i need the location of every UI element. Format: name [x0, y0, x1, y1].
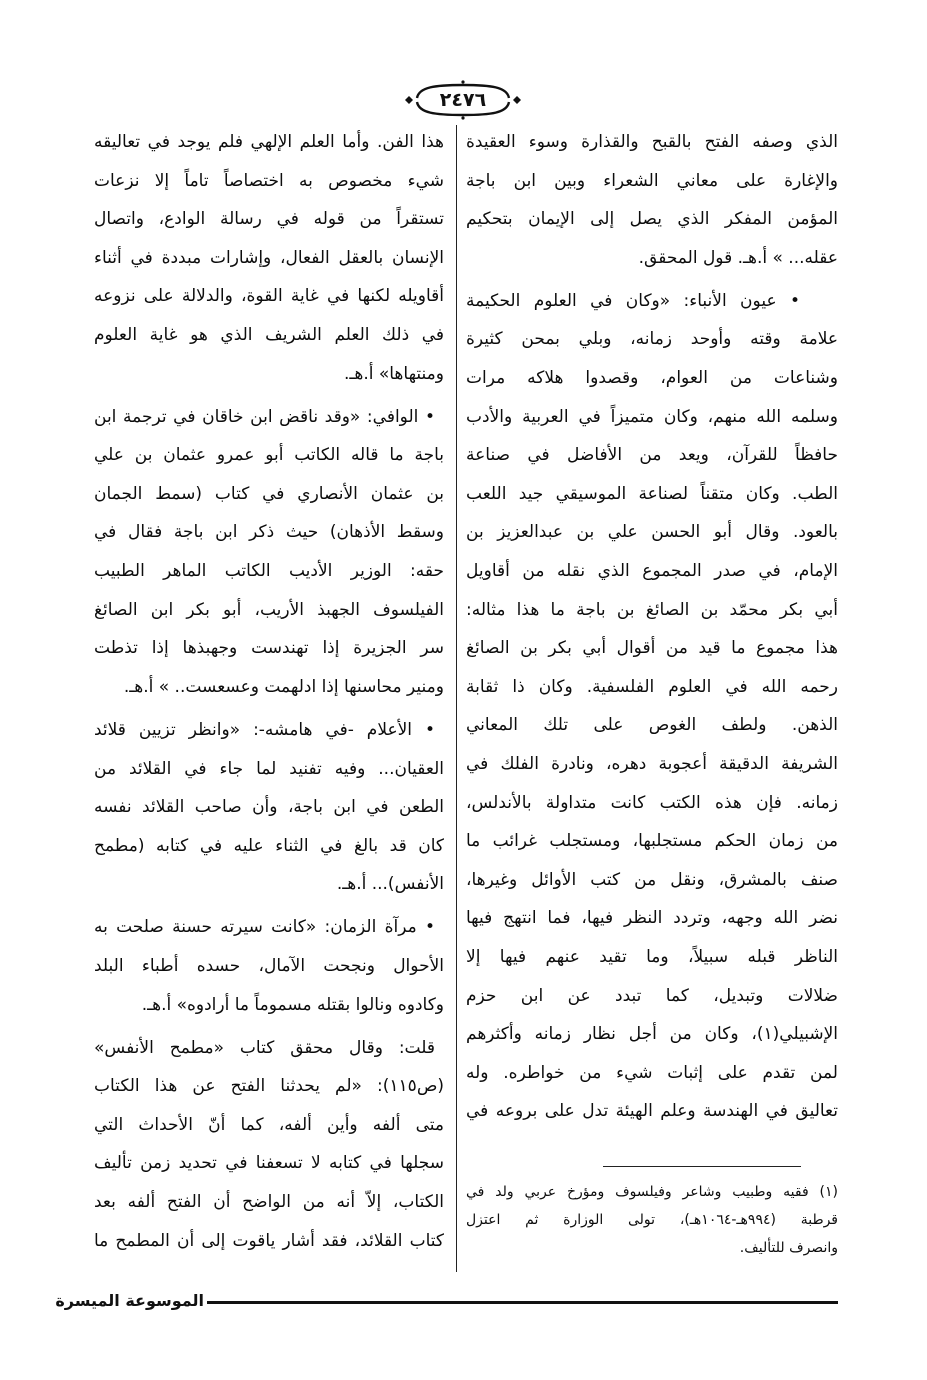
text-line: في ذلك العلم الشريف الذي هو غاية العلوم	[94, 324, 444, 345]
text-line: المؤمن المفكر الذي يصل إلى الإيمان بتحكيم	[466, 209, 838, 230]
text-line: الذي وصفه الفتح بالقبح والقذارة وسوء العقيدة	[466, 132, 838, 152]
text-line: الإشبيلي(١)، وكان من أجل نظار زمانه وأكثرهم	[466, 1024, 838, 1045]
text-line: الشريفة الدقيقة أعجوبة دهره، ونادرة الفلك في	[466, 754, 838, 774]
text-line: سجلها في كتابه لا تسعفنا في تحديد زمن تأليف	[94, 1153, 444, 1174]
text-line: من زمان الحكم مستجلبها، ومستجلب غرائب ما	[466, 831, 838, 852]
text-line: تعاليق في الهندسة وعلم الهيئة تدل على بروعه في	[466, 1101, 838, 1122]
text-line: أبي بكر محمّد بن الصائغ بن باجة ما هذا مثاله:	[466, 599, 838, 620]
text-line: والإغارة على معاني الشعراء وبين ابن باجة	[466, 170, 838, 191]
footnote-line: (١) فقيه وطبيب وشاعر وفيلسوف ومؤرخ عربي ولد في	[466, 1184, 838, 1200]
text-line: سر الجزيرة إذا تهندست وجهبذها إذا تذطت	[94, 638, 444, 659]
paragraph	[94, 1029, 444, 1261]
right-column	[466, 123, 838, 1131]
page-number: ٢٤٧٦	[439, 89, 487, 111]
footer-title: الموسوعة الميسرة	[55, 1291, 204, 1310]
text-line: أقاويله لكنها في غاية القوة، والدلالة على نزوعه	[94, 286, 444, 307]
paragraph	[94, 398, 444, 707]
text-line: الناظر قبله سبيلاً، وما تقيد عنهم فيها إلا	[466, 946, 838, 967]
text-line: الكتاب، إلاّ أنه من الواضح أن الفتح ألفه بعد	[94, 1192, 444, 1213]
text-line: شيء مخصوص به اختصاصاً تاماً إلا نزعات	[94, 170, 444, 191]
column-divider	[456, 125, 457, 1272]
paragraph	[466, 123, 838, 277]
text-line: • عيون الأنباء: «وكان في العلوم الحكيمة	[466, 290, 800, 311]
text-line: هذا مجموع ما قيد من أقوال أبي بكر بن الصائغ	[466, 638, 838, 659]
text-line: علامة وقته وأوحد زمانه، وبلي بمحن كثيرة	[466, 329, 838, 350]
text-line: هذا الفن. وأما العلم الإلهي فلم يوجد في تعاليقه	[94, 132, 444, 152]
text-line: حافظاً للقرآن، ويعد من الأفاضل في صناعة	[466, 445, 838, 466]
text-line: صنف بالمشرق، ونقل من كتب الأوائل وغيرها،	[466, 869, 838, 890]
text-line: عقله... » أ.هـ. قول المحقق.	[638, 247, 838, 268]
text-line: الطب. وكان متقناً لصناعة الموسيقي جيد اللعب	[466, 483, 838, 504]
footer-rule	[207, 1301, 838, 1304]
text-line: • الأعلام -في هامشه-: «وانظر تزيين قلائد	[94, 719, 435, 740]
text-line: باجة ما قاله الكاتب أبو عمرو عثمان بن علي	[94, 445, 444, 466]
paragraph	[94, 123, 444, 393]
text-line: العقيان... وفيه تفنيد لما جاء في القلائد من	[94, 758, 444, 779]
text-line: • الوافي: «وقد ناقض ابن خاقان في ترجمة ابن	[94, 406, 435, 427]
text-line: رحمه الله في العلوم الفلسفية. وكان ذا ثقابة	[466, 676, 838, 697]
text-line: الفيلسوف الجهبذ الأريب، أبو بكر ابن الصائغ	[94, 599, 444, 620]
text-line: الطعن في ابن باجة، وأن صاحب القلائد نفسه	[94, 797, 444, 818]
text-line: بن عثمان الأنصاري في كتاب (سمط الجمان	[94, 483, 444, 504]
text-line: • مرآة الزمان: «كانت سيرته حسنة صلحت به	[94, 917, 435, 938]
text-line: الإمام، في صدر المجموع الذي نقله من أقاويل	[466, 561, 838, 582]
text-line: (ص١١٥): «لم يحدثنا الفتح عن هذا الكتاب	[94, 1076, 444, 1097]
text-line: الإنسان بالعقل الفعال، وإشارات مبددة في أثناء	[94, 247, 444, 268]
text-line: متى ألفه وأين ألفه، كما أنّ الأحداث التي	[94, 1114, 444, 1135]
left-column	[94, 123, 444, 1260]
text-line: الأنفس)... أ.هـ.	[336, 874, 444, 895]
text-line: وسلمه الله منهم، وكان متميزاً في العربية والأدب	[466, 406, 838, 427]
text-line: الذهن. ولطف الغوص على تلك المعاني	[466, 715, 838, 736]
footnote-line: وانصرف للتأليف.	[739, 1240, 838, 1256]
text-line: قلت: وقال محقق كتاب «مطمح الأنفس»	[94, 1037, 435, 1058]
text-line: بالعود. وقال أبو الحسن علي بن عبدالعزيز بن	[466, 522, 838, 543]
footnote-line: قرطبة (٩٩٤هـ-١٠٦٤هـ)، تولى الوزارة ثم اعتزل	[466, 1212, 838, 1228]
paragraph	[94, 711, 444, 904]
text-line: وكادوه ونالوا بقتله مسموماً ما أرادوه» أ.هـ.	[141, 994, 444, 1015]
text-line: الأحوال ونجحت الآمال، حسده أطباء البلد	[94, 955, 444, 976]
paragraph	[94, 908, 444, 1024]
text-line: ضلالات وتبديل، كما تبدد عن ابن حزم	[466, 985, 838, 1006]
text-line: لمن تقدم على إثبات شيء من خواطره. وله	[466, 1062, 838, 1083]
text-line: كان قد بالغ في الثناء عليه في كتابه (مطمح	[94, 835, 444, 856]
text-line: نضر الله وجهه، وتردد النظر فيها، فما انتهج فيها	[466, 908, 838, 929]
text-line: وشناعات من العوام، وقصدوا هلاكه مرات	[466, 368, 838, 389]
text-line: ومنير محاسنها إذا ادلهمت وعسعست.. » أ.هـ.	[123, 676, 444, 697]
paragraph	[466, 282, 838, 1131]
text-line: زمانه. فإن هذه الكتب كانت متداولة بالأندلس،	[466, 792, 838, 813]
footnote	[466, 1178, 838, 1262]
text-line: تستقراً من قوله في رسالة الوادع، واتصال	[94, 209, 444, 230]
text-line: وسقط الأذهان) حيث ذكر ابن باجة فقال في	[94, 522, 444, 543]
text-line: ومنتهاها» أ.هـ.	[343, 363, 444, 384]
text-line: كتاب القلائد، فقد أشار ياقوت إلى أن المطمح ما	[94, 1230, 444, 1251]
footnote-separator	[603, 1166, 801, 1167]
text-line: حقه: الوزير الأديب الكاتب الماهر الطبيب	[94, 561, 444, 582]
